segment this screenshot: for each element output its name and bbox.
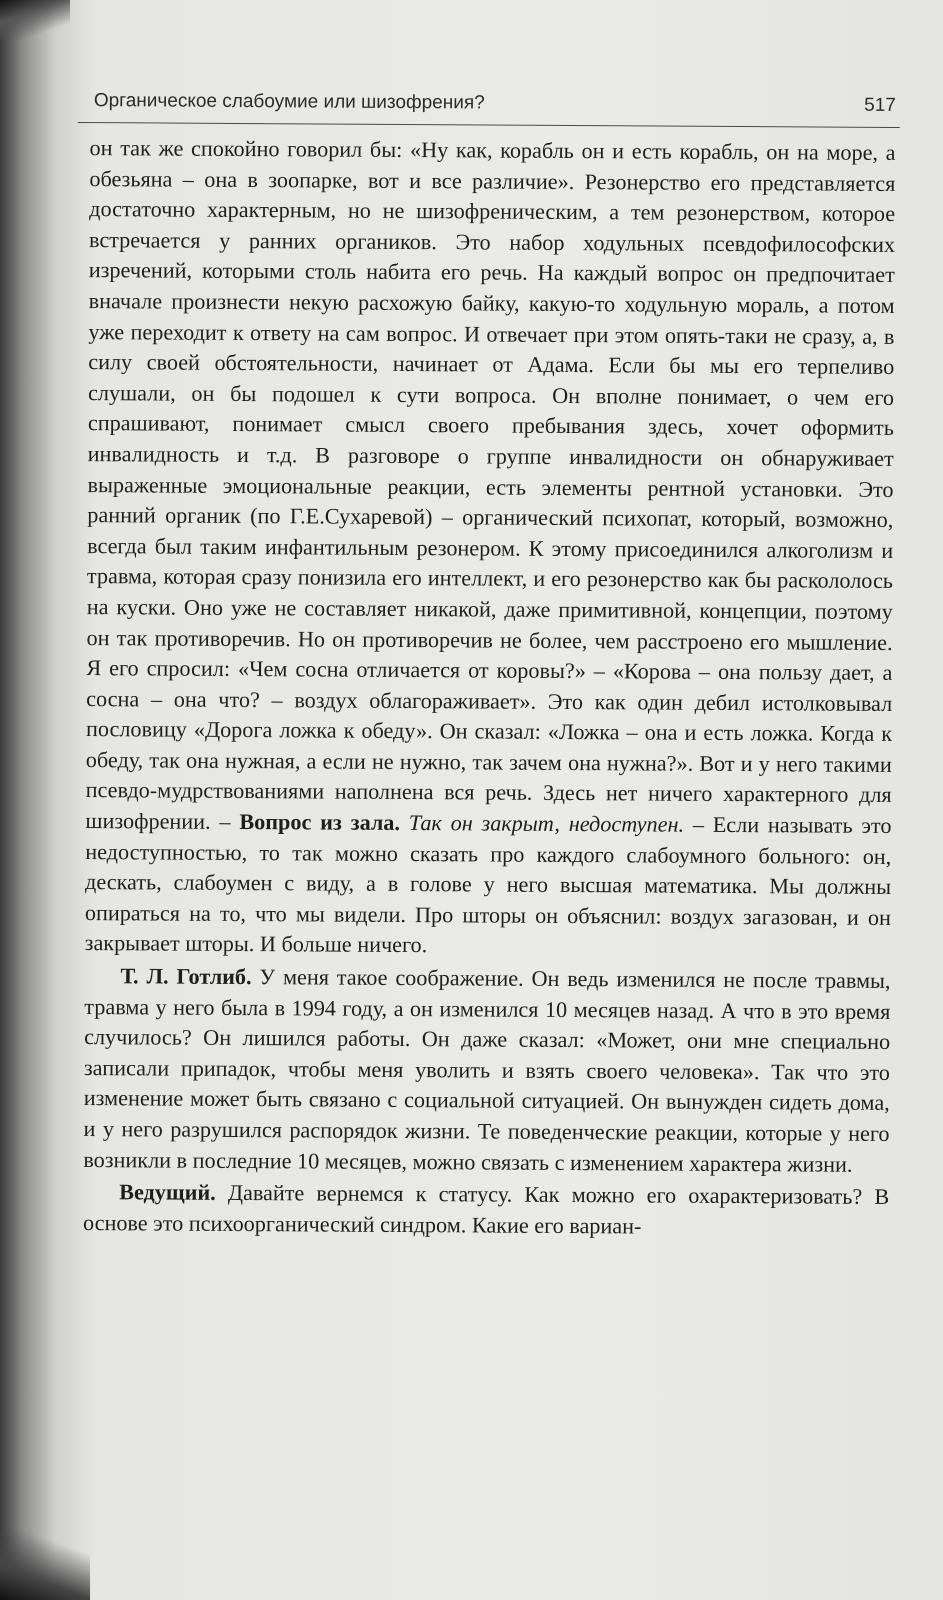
- paragraph-1-text-end: – Если называть это недоступностью, то так можно сказать про каждого слабоумного больного: он, дескать, слабоумен с виду, а в голове у него высшая математика. Мы должны опираться на то, что мы видели. Про шторы он объяснил: воздух загазован, и он закрывает шторы. И больше ничего.: [84, 811, 892, 958]
- speaker-moderator: Ведущий.: [119, 1179, 216, 1206]
- running-header: [78, 80, 900, 128]
- page-body: [71, 123, 900, 1243]
- paragraph-3-text: Давайте вернемся к статусу. Как можно его охарактеризовать? В основе это психоорганический синдром. Какие его вариан-: [82, 1180, 890, 1239]
- paragraph-3: [83, 1177, 889, 1243]
- audience-question-text: Так он закрыт, недоступен.: [408, 810, 685, 837]
- paragraph-1-text-start: он так же спокойно говорил бы: «Ну как, корабль он и есть корабль, он на море, а обезьяна – она в зоопарке, вот и все различие». Резонерство его представляется достаточно характерным, но не шизофреническим, а тем резонерством, которое встречается у ранних органиков. Это набор ходульных псевдофилософских изречений, которыми столь набита его речь. На каждый вопрос он предпочитает вначале произнести некую расхожую байку, какую-то ходульную мораль, а потом уже переходит к ответу на сам вопрос. И отвечает при этом опять-таки не сразу, а, в силу своей обстоятельности, начинает от Адама. Если бы мы его терпеливо слушали, он бы подошел к сути вопроса. Он вполне понимает, о чем его спрашивают, понимает смысл своего пребывания здесь, хочет оформить инвалидность и т.д. В разговоре о группе инвалидности он обнаруживает выраженные эмоциональные реакции, есть элементы рентной установки. Это ранний органик (по Г.Е.Сухаревой) – органический психопат, который, возможно, всегда был таким инфантильным резонером. К этому присоединился алкоголизм и травма, которая сразу понизила его интеллект, и его резонерство как бы раскололось на куски. Оно уже не составляет никакой, даже примитивной, концепции, поэтому он так противоречив. Но он противоречив не более, чем расстроено его мышление. Я его спросил: «Чем сосна отличается от коровы?» – «Корова – она пользу дает, а сосна – она что? – воздух облагораживает». Это как один дебил истолковывал пословицу «Дорога ложка к обеду». Он сказал: «Ложка – она и есть ложка. Когда к обеду, так она нужная, а если не нужно, так зачем она нужна?». Вот и у него такими псевдо-мудрствованиями наполнена вся речь. Здесь нет ничего характерного для шизофрении. –: [85, 135, 896, 835]
- paragraph-2: [83, 961, 890, 1180]
- page-number: 517: [864, 94, 896, 116]
- scan-shadow-top: [0, 0, 70, 40]
- speaker-audience-question: Вопрос из зала.: [239, 809, 401, 836]
- paragraph-2-text: У меня такое соображение. Он ведь изменился не после травмы, травма у него была в 1994 году, а он изменился 10 месяцев назад. А что в это время случилось? Он лишился работы. Он даже сказал: «Может, они мне специально записали припадок, чтобы меня уволить и взять своего человека». Так что это изменение может быть связано с социальной ситуацией. Он вынужден сидеть дома, и у него разрушился распорядок жизни. Те поведенческие реакции, которые у него возникли в последние 10 месяцев, можно связать с изменением характера жизни.: [83, 964, 891, 1177]
- paragraph-1: [85, 133, 896, 964]
- book-page: [71, 80, 900, 1243]
- speaker-gotlib: Т. Л. Готлиб.: [120, 963, 252, 990]
- running-title: Органическое слабоумие или шизофрения?: [93, 90, 485, 114]
- scan-shadow-bottom: [0, 1520, 90, 1600]
